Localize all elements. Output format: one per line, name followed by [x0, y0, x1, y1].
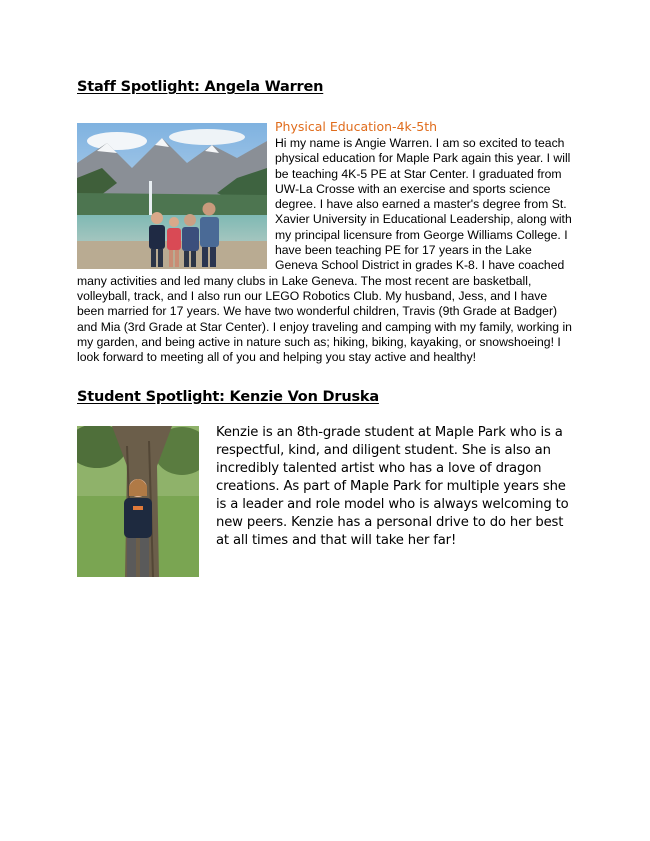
staff-family-photo [77, 123, 267, 269]
student-bio: Kenzie is an 8th-grade student at Maple Park who is a respectful, kind, and diligent student. She is also an incredibly talented artist who has a love of dragon creations. As part of Maple Park for multiple years she is a leader and role model who is always welcoming to new peers. Kenzie has a personal drive to do her best at all times and that will take her far! [216, 425, 569, 548]
student-photo-wrapper [77, 424, 208, 577]
staff-subject: Physical Education-4k-5th [275, 119, 438, 134]
staff-bio: Hi my name is Angie Warren. I am so excited to teach physical education for Maple Park again this year. I will be teaching 4K-5 PE at Star Center. I graduated from UW-La Crosse with an exercise and sports science degree. I have also earned a master's degree from St. Xavier University in Educational Leadership, along with my principal licensure from George Williams College. I have been teaching PE for 17 years in the Lake Geneva School District in grades K-8. I have coached many activities and led many clubs in Lake Geneva. The most recent are basketball, volleyball, track, and I also run our LEGO Robotics Club. My husband, Jess, and I have been married for 17 years. We have two wonderful children, Travis (9th Grade at Badger) and Mia (3rd Grade at Star Center). I enjoy traveling and camping with my family, working in my garden, and being active in nature such as; hiking, biking, kayaking, or snowshoeing! I look forward to meeting all of you and helping you stay active and healthy! [77, 136, 572, 365]
staff-photo-wrapper [77, 118, 267, 269]
staff-spotlight-heading: Staff Spotlight: Angela Warren [77, 79, 324, 95]
student-spotlight-heading: Student Spotlight: Kenzie Von Druska [77, 389, 379, 405]
student-spotlight-section [77, 424, 573, 577]
student-photo [77, 426, 199, 577]
staff-spotlight-section [77, 118, 573, 365]
